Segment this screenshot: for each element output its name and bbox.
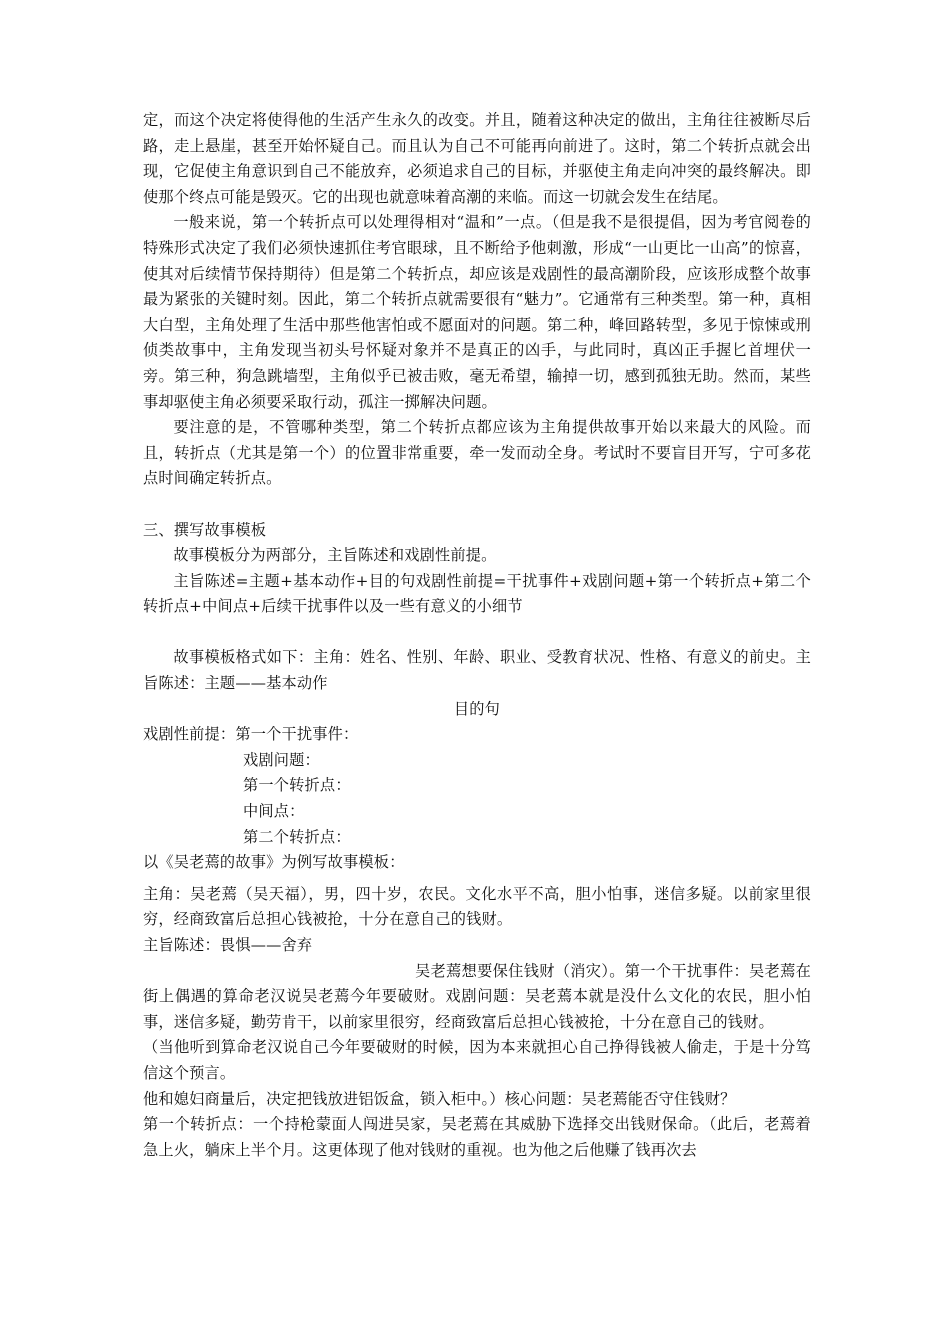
section-heading: 三、撰写故事模板 xyxy=(143,520,267,539)
core-question: 他和媳妇商量后，决定把钱放进铝饭盒，锁入柜中。）核心问题：吴老蔫能否守住钱财？ xyxy=(143,1089,736,1108)
purpose-and-event: 吴老蔫想要保住钱财（消灾）。第一个干扰事件：吴老蔫在街上偶遇的算命老汉说吴老蔫今年要破财。戏剧问题：吴老蔫本就是没什么文化的农民，胆小怕事，迷信多疑，勤劳肯干，以前家里很穷，经商致富后总担心钱被抢，十分在意自己的钱财。 xyxy=(143,961,811,1031)
protagonist-description: 主角：吴老蔫（吴天福），男，四十岁，农民。文化水平不高，胆小怕事，迷信多疑。以前家里很穷，经商致富后总担心钱被抢，十分在意自己的钱财。 xyxy=(143,884,811,929)
paragraph-1: 定，而这个决定将使得他的生活产生永久的改变。并且，随着这种决定的做出，主角往往被断尽后路，走上悬崖，甚至开始怀疑自己。而且认为自己不可能再向前进了。这时，第二个转折点就会出现，它促使主角意识到自己不能放弃，必须追求自己的目标，并驱使主角走向冲突的最终解决。即使那个终点可能是毁灭。它的出现也就意味着高潮的来临。而这一切就会发生在结尾。 xyxy=(143,111,811,206)
paragraph-5: 主旨陈述=主题+基本动作+目的句戏剧性前提=干扰事件+戏剧问题+第一个转折点+第二个转折点+中间点+后续干扰事件以及一些有意义的小细节 xyxy=(143,571,811,616)
premise-item-drama-question: 戏剧问题： xyxy=(243,750,320,769)
premise-item-midpoint: 中间点： xyxy=(243,802,305,821)
paragraph-3: 要注意的是，不管哪种类型，第二个转折点都应该为主角提供故事开始以来最大的风险。而且，转折点（尤其是第一个）的位置非常重要，牵一发而动全身。考试时不要盲目开写，宁可多花点时间确定转折点。 xyxy=(143,418,811,488)
theme-statement: 主旨陈述：畏惧——舍弃 xyxy=(143,936,313,954)
parenthetical-note: （当他听到算命老汉说自己今年要破财的时候，因为本来就担心自己挣得钱被人偷走，于是十分笃信这个预言。 xyxy=(143,1038,811,1082)
paragraph-6: 故事模板格式如下：主角：姓名、性别、年龄、职业、受教育状况、性格、有意义的前史。主旨陈述：主题——基本动作 xyxy=(143,648,811,693)
blank-line xyxy=(143,620,811,646)
premise-item-first-turn: 第一个转折点： xyxy=(243,776,351,795)
document-page xyxy=(143,108,811,1163)
premise-label: 戏剧性前提：第一个干扰事件： xyxy=(143,725,359,744)
first-turning-point: 第一个转折点：一个持枪蒙面人闯进吴家，吴老蔫在其威胁下选择交出钱财保命。（此后，老蔫着急上火，躺床上半个月。这更体现了他对钱财的重视。也为他之后他赚了钱再次去 xyxy=(143,1115,811,1159)
paragraph-4: 故事模板分为两部分，主旨陈述和戏剧性前提。 xyxy=(173,546,497,565)
paragraph-2: 一般来说，第一个转折点可以处理得相对“温和”一点。（但是我不是很提倡，因为考官阅卷的特殊形式决定了我们必须快速抓住考官眼球，且不断给予他刺激，形成“一山更比一山高”的惊喜，使其对后续情节保持期待）但是第二个转折点，却应该是戏剧性的最高潮阶段，应该形成整个故事最为紧张的关键时刻。因此，第二个转折点就需要很有“魅力”。它通常有三种类型。第一种，真相大白型，主角处理了生活中那些他害怕或不愿面对的问题。第二种，峰回路转型，多见于惊悚或刑侦类故事中，主角发现当初头号怀疑对象并不是真正的凶手，与此同时，真凶正手握匕首埋伏一旁。第三种，狗急跳墙型，主角似乎已被击败，毫无希望，输掉一切，感到孤独无助。然而，某些事却驱使主角必须要采取行动，孤注一掷解决问题。 xyxy=(143,213,811,411)
purpose-line: 目的句 xyxy=(453,699,501,718)
example-intro: 以《吴老蔫的故事》为例写故事模板： xyxy=(143,853,405,872)
premise-item-second-turn: 第二个转折点： xyxy=(243,827,351,846)
blank-line xyxy=(143,492,811,518)
